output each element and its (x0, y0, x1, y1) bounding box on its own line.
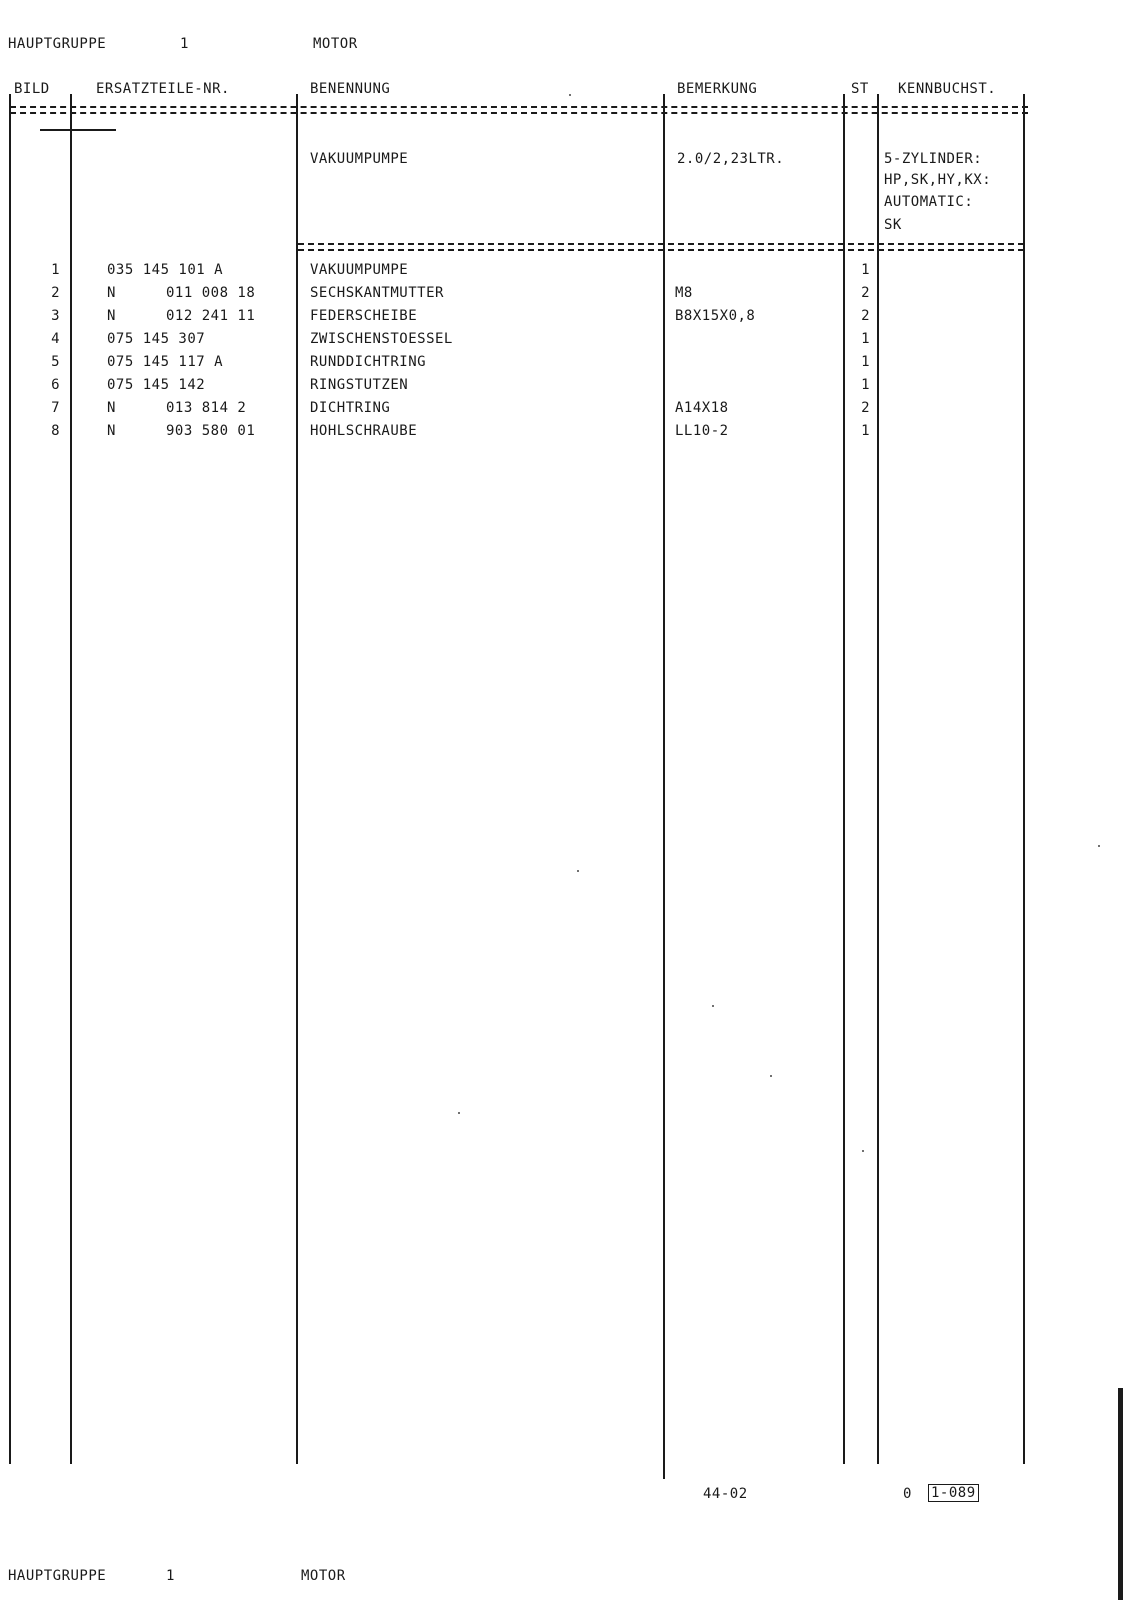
row-name: RINGSTUTZEN (310, 377, 409, 393)
group-label: HAUPTGRUPPE (8, 36, 107, 52)
row-name: RUNDDICHTRING (310, 354, 427, 370)
row-prefix: N (107, 400, 116, 416)
row-qty: 2 (861, 285, 870, 301)
next-group-name: MOTOR (301, 1568, 346, 1584)
row-name: DICHTRING (310, 400, 391, 416)
group-number: 1 (180, 36, 189, 52)
assembly-code-line: 5-ZYLINDER: (884, 151, 983, 167)
row-name: ZWISCHENSTOESSEL (310, 331, 453, 347)
date-code: 44-02 (703, 1486, 748, 1502)
assembly-code-line: AUTOMATIC: (884, 194, 974, 210)
table-border-left (9, 94, 11, 1464)
row-qty: 2 (861, 400, 870, 416)
assembly-separator-2 (298, 249, 1024, 251)
scan-speck (770, 1075, 772, 1077)
row-prefix: N (107, 423, 116, 439)
row-part-number: 075 145 117 A (107, 354, 224, 370)
scan-speck (577, 870, 579, 872)
row-bild: 5 (51, 354, 60, 370)
footer-zero: 0 (903, 1486, 912, 1502)
row-remark: LL10-2 (675, 423, 729, 439)
column-divider-remark (843, 94, 845, 1464)
column-divider-qty (877, 94, 879, 1464)
row-name: VAKUUMPUMPE (310, 262, 409, 278)
row-part-number: 013 814 2 (166, 400, 247, 416)
scan-speck (862, 1150, 864, 1152)
col-header-name: BENENNUNG (310, 81, 391, 97)
row-part-number: 035 145 101 A (107, 262, 224, 278)
scan-speck (712, 1005, 714, 1007)
row-bild: 7 (51, 400, 60, 416)
row-part-number: 075 145 142 (107, 377, 206, 393)
scan-speck (458, 1112, 460, 1114)
scan-edge-bar (1118, 1388, 1123, 1600)
row-qty: 2 (861, 308, 870, 324)
next-group-label: HAUPTGRUPPE (8, 1568, 107, 1584)
col-header-bild: BILD (14, 81, 50, 97)
assembly-separator (298, 243, 1024, 245)
row-remark: B8X15X0,8 (675, 308, 756, 324)
row-qty: 1 (861, 262, 870, 278)
assembly-code-line: SK (884, 217, 902, 233)
column-divider-bild (70, 94, 72, 1464)
assembly-code-line: HP,SK,HY,KX: (884, 172, 992, 188)
row-part-number: 011 008 18 (166, 285, 256, 301)
col-header-codes: KENNBUCHST. (898, 81, 997, 97)
page-code: 1-089 (928, 1484, 979, 1502)
row-prefix: N (107, 285, 116, 301)
column-divider-name (663, 94, 665, 1479)
col-header-qty: ST (851, 81, 869, 97)
row-part-number: 012 241 11 (166, 308, 256, 324)
scan-speck (569, 94, 571, 96)
col-header-remark: BEMERKUNG (677, 81, 758, 97)
row-remark: M8 (675, 285, 693, 301)
row-qty: 1 (861, 354, 870, 370)
row-bild: 6 (51, 377, 60, 393)
row-name: SECHSKANTMUTTER (310, 285, 444, 301)
column-divider-part (296, 94, 298, 1464)
assembly-remark: 2.0/2,23LTR. (677, 151, 785, 167)
row-name: HOHLSCHRAUBE (310, 423, 418, 439)
row-bild: 4 (51, 331, 60, 347)
row-prefix: N (107, 308, 116, 324)
bild-group-mark (40, 129, 116, 131)
assembly-name: VAKUUMPUMPE (310, 151, 409, 167)
table-border-right (1023, 94, 1025, 1464)
row-part-number: 075 145 307 (107, 331, 206, 347)
row-bild: 8 (51, 423, 60, 439)
row-remark: A14X18 (675, 400, 729, 416)
row-part-number: 903 580 01 (166, 423, 256, 439)
row-bild: 2 (51, 285, 60, 301)
group-name: MOTOR (313, 36, 358, 52)
row-bild: 1 (51, 262, 60, 278)
header-separator-2 (10, 112, 1028, 114)
next-group-number: 1 (166, 1568, 175, 1584)
header-separator (10, 106, 1028, 108)
col-header-part-no: ERSATZTEILE-NR. (96, 81, 230, 97)
row-name: FEDERSCHEIBE (310, 308, 418, 324)
row-qty: 1 (861, 423, 870, 439)
row-qty: 1 (861, 331, 870, 347)
scan-speck (1098, 845, 1100, 847)
row-bild: 3 (51, 308, 60, 324)
row-qty: 1 (861, 377, 870, 393)
